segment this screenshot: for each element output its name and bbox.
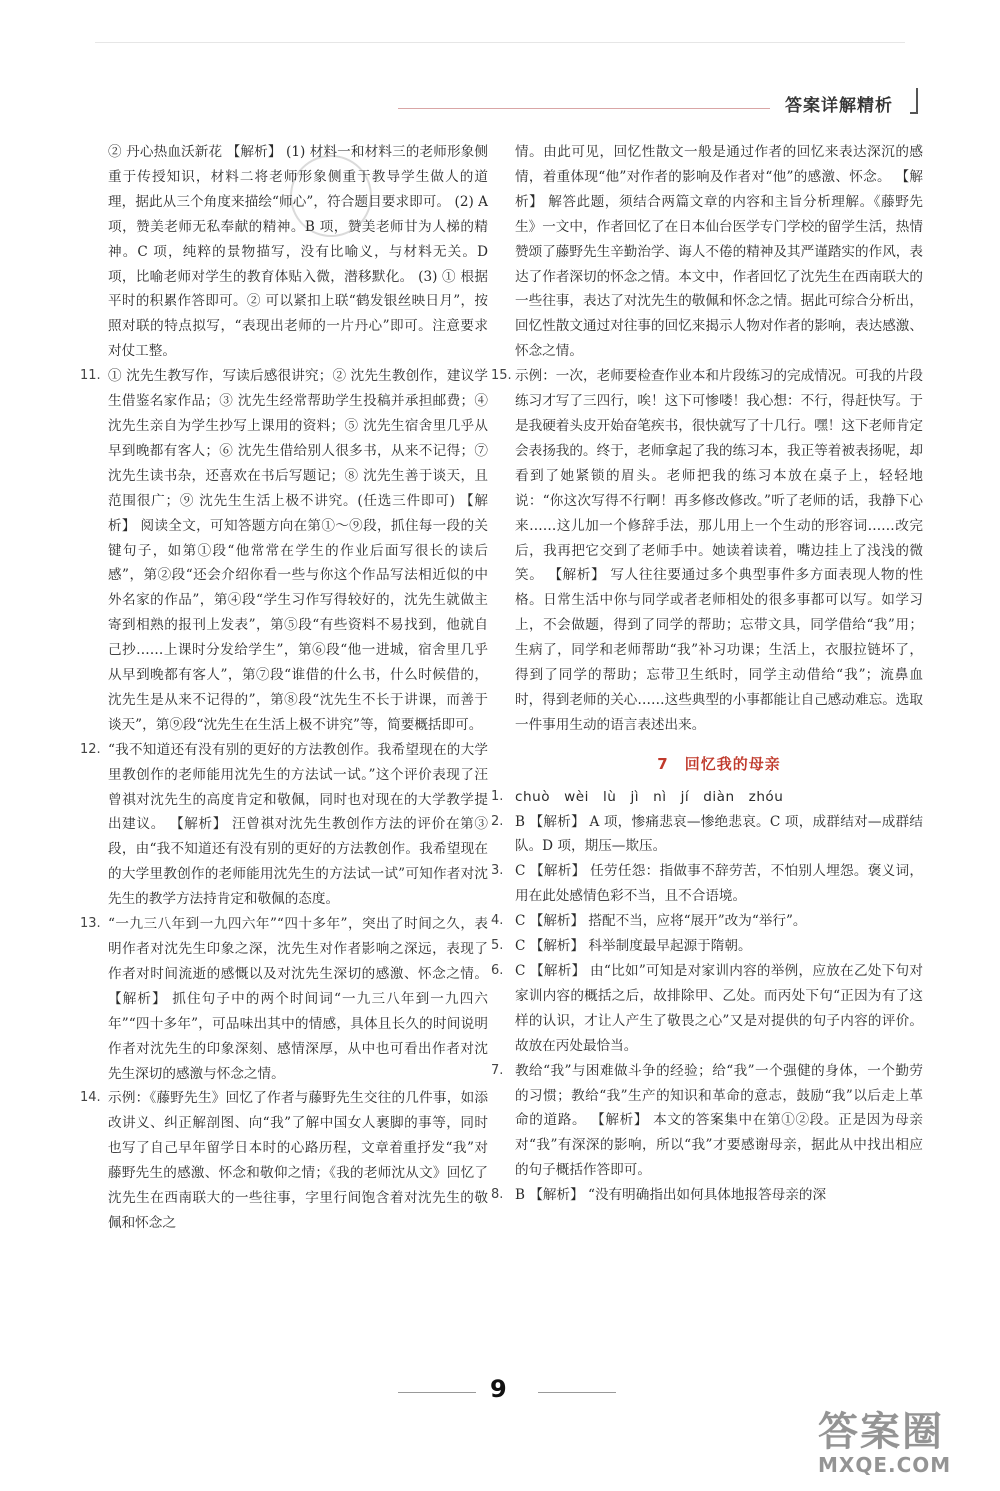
answer-10-continued: ② 丹心热血沃新花 【解析】 (1) 材料一和材料三的老师形象侧重于传授知识，材料二将老师形象侧重于教导学生做人的道理，据此从三个角度来描绘“师心”，符合题目要求即可。 (2) A 项，赞美老师无私奉献的精神。B 项，赞美老师甘为人梯的精神。C 项，纯粹的景物描写，没有比喻义，与材料无关。D 项，比喻老师对学生的教育体贴入微，潜移默化。 (3) ① 根据平时的积累作答即可。② 可以紧扣上联“鹤发银丝映日月”，按照对联的特点拟写，“表现出老师的一片丹心”即可。注意要求对仗工整。 [108,144,488,360]
answer-number: 4. [491,913,504,929]
right-column [491,140,923,1208]
answer-text: 示例：《藤野先生》回忆了作者与藤野先生交往的几件事，如添改讲义、纠正解剖图、向“我”了解中国女人裹脚的事等，同时也写了自己早年留学日本时的心路历程，文章着重抒发“我”对藤野先生的感激、怀念和敬仰之情；《我的老师沈从文》回忆了沈先生在西南联大的一些往事，字里行间饱含着对沈先生的敬佩和怀念之 [108,1090,488,1231]
answer-number: 6. [491,963,504,978]
answer-text: C 【解析】 任劳任怨：指做事不辞劳苦，不怕别人埋怨。褒义词，用在此处感情色彩不当，且不合语境。 [515,863,923,905]
answer-text: chuò wèi lù jì nì jí diàn zhóu [515,788,784,805]
answer-6 [491,959,923,1059]
header-bracket [910,88,918,114]
answer-12 [80,738,488,912]
answer-11 [80,364,488,738]
answer-7 [491,1059,923,1184]
watermark-site-text: MXQE.COM [818,1453,952,1477]
answer-number: 13. [80,916,101,932]
left-column [80,140,488,1236]
watermark-logo-text: 答案圈 [818,1409,944,1455]
answer-8 [491,1183,923,1208]
answer-14 [80,1086,488,1235]
section-header: 答案详解精析 [785,96,893,116]
answer-number: 12. [80,741,101,757]
answer-text: B 【解析】 “没有明确指出如何具体地报答母亲的深 [515,1187,827,1204]
watermark-logo [818,1400,988,1486]
answer-number: 5. [491,938,504,954]
page-number: 9 [490,1375,507,1403]
answer-number: 14. [80,1090,101,1106]
answer-text: C 【解析】 由“比如”可知是对家训内容的举例，应放在乙处下句对家训内容的概括之后，故排除甲、乙处。而丙处下句“正因为有了这样的认识，才让人产生了敬畏之心”又是对提供的句子内容的评价。故放在丙处最恰当。 [515,963,923,1054]
answer-text: C 【解析】 科举制度最早起源于隋朝。 [515,938,752,955]
answer-text: ① 沈先生教写作，写读后感很讲究；② 沈先生教创作，建议学生借鉴名家作品；③ 沈先生经常帮助学生投稿并承担邮费；④ 沈先生亲自为学生抄写上课用的资料；⑤ 沈先生宿舍里几乎从早到晚都有客人；⑥ 沈先生借给别人很多书，从来不记得；⑦ 沈先生读书杂，还喜欢在书后写题记；⑧ 沈先生善于谈天，且范围很广；⑨ 沈先生生活上极不讲究。(任选三件即可) 【解析】 阅读全文，可知答题方向在第①～⑨段，抓住每一段的关键句子，如第①段“他常常在学生的作业后面写很长的读后感”，第②段“还会介绍你看一些与你这个作品写法相近似的中外名家的作品”，第④段“学生习作写得较好的，沈先生就做主寄到相熟的报刊上发表”，第⑤段“有些资料不易找到，他就自己抄……上课时分发给学生”，第⑥段“他一进城，宿舍里几乎从早到晚都有客人”，第⑦段“谁借的什么书，什么时候借的，沈先生是从来不记得的”，第⑧段“沈先生不长于讲课，而善于谈天”，第⑨段“沈先生在生活上极不讲究”等，简要概括即可。 [108,368,488,733]
header-rule [398,108,770,109]
top-border [95,42,905,43]
answer-number: 2. [491,813,504,829]
answer-2 [491,810,923,860]
answer-text: “我不知道还有没有别的更好的方法教创作。我希望现在的大学里教创作的老师能用沈先生的方法试一试。”这个评价表现了汪曾祺对沈先生的高度肯定和敬佩，同时也对现在的大学教学提出建议。 【解析】 汪曾祺对沈先生教创作方法的评价在第③段，由“我不知道还有没有别的更好的方法教创作。我希望现在的大学里教创作的老师能用沈先生的方法试一试”可知作者对沈先生的教学方法持肯定和敬佩的态度。 [108,741,488,908]
answer-13 [80,912,488,1086]
answer-14-continued: 情。由此可见，回忆性散文一般是通过作者的回忆来表达深沉的感情，着重体现“他”对作者的影响及作者对“他”的感激、怀念。 【解析】 解答此题，须结合两篇文章的内容和主旨分析理解。《藤野先生》一文中，作者回忆了在日本仙台医学专门学校的留学生活，热情赞颂了藤野先生辛勤治学、诲人不倦的精神及其严谨踏实的作风，表达了作者深切的怀念之情。本文中，作者回忆了沈先生在西南联大的一些往事，表达了对沈先生的敬佩和怀念之情。据此可综合分析出，回忆性散文通过对往事的回忆来揭示人物对作者的影响，表达感激、怀念之情。 [515,144,923,360]
answer-text: B 【解析】 A 项，惨痛悲哀—惨绝悲哀。C 项，成群结对—成群结队。D 项，期压—欺压。 [515,813,923,855]
footer-rule-right [538,1392,616,1393]
answer-number: 11. [80,368,101,384]
answer-text: 教给“我”与困难做斗争的经验；给“我”一个强健的身体，一个勤劳的习惯；教给“我”生产的知识和革命的意志，鼓励“我”以后走上革命的道路。 【解析】 本文的答案集中在第①②段。正是因为母亲对“我”有深深的影响，所以“我”才要感谢母亲，据此从中找出相应的句子概括作答即可。 [515,1062,923,1179]
footer-rule-left [398,1392,476,1393]
answer-text: 示例：一次，老师要检查作业本和片段练习的完成情况。可我的片段练习才写了三四行，唉！这下可惨喽！我心想：不行，得赶快写。于是我硬着头皮开始奋笔疾书，很快就写了十几行。嘿！这下老师肯定会表扬我的。终于，老师拿起了我的练习本，我正等着被表扬呢，却看到了她紧锁的眉头。老师把我的练习本放在桌子上，轻轻地说：“你这次写得不行啊！再多修改修改。”听了老师的话，我静下心来……这儿加一个修辞手法，那儿用上一个生动的形容词……改完后，我再把它交到了老师手中。她读着读着，嘴边挂上了浅浅的微笑。 【解析】 写人往往要通过多个典型事件多方面表现人物的性格。日常生活中你与同学或者老师相处的很多事都可以写。如学习上，不会做题，得到了同学的帮助；忘带文具，同学借给“我”用；生病了，同学和老师帮助“我”补习功课；生活上，衣服拉链坏了，得到了同学的帮助；忘带卫生纸时，同学主动借给“我”；流鼻血时，得到老师的关心……这些典型的小事都能让自己感动难忘。选取一件事用生动的语言表述出来。 [515,368,923,733]
answer-1 [491,785,923,810]
lesson-title: 7 回忆我的母亲 [657,754,781,773]
answer-number: 7. [491,1062,504,1078]
answer-number: 1. [491,788,504,804]
answer-5 [491,934,923,959]
answer-text: “一九三八年到一九四六年”“四十多年”，突出了时间之久，表明作者对沈先生印象之深，沈先生对作者影响之深远，表现了作者对时间流逝的感慨以及对沈先生深切的感激、怀念之情。 【解析】 抓住句子中的两个时间词“一九三八年到一九四六年”“四十多年”，可品味出其中的情感，具体且长久的时间说明作者对沈先生的印象深刻、感情深厚，从中也可看出作者对沈先生深切的感激与怀念之情。 [108,916,488,1082]
answer-number: 8. [491,1187,504,1203]
answer-text: C 【解析】 搭配不当，应将“展开”改为“举行”。 [515,913,807,930]
answer-number: 15. [491,368,512,384]
answer-number: 3. [491,863,504,879]
answer-3 [491,859,923,909]
answer-15 [491,364,923,738]
answer-4 [491,909,923,934]
